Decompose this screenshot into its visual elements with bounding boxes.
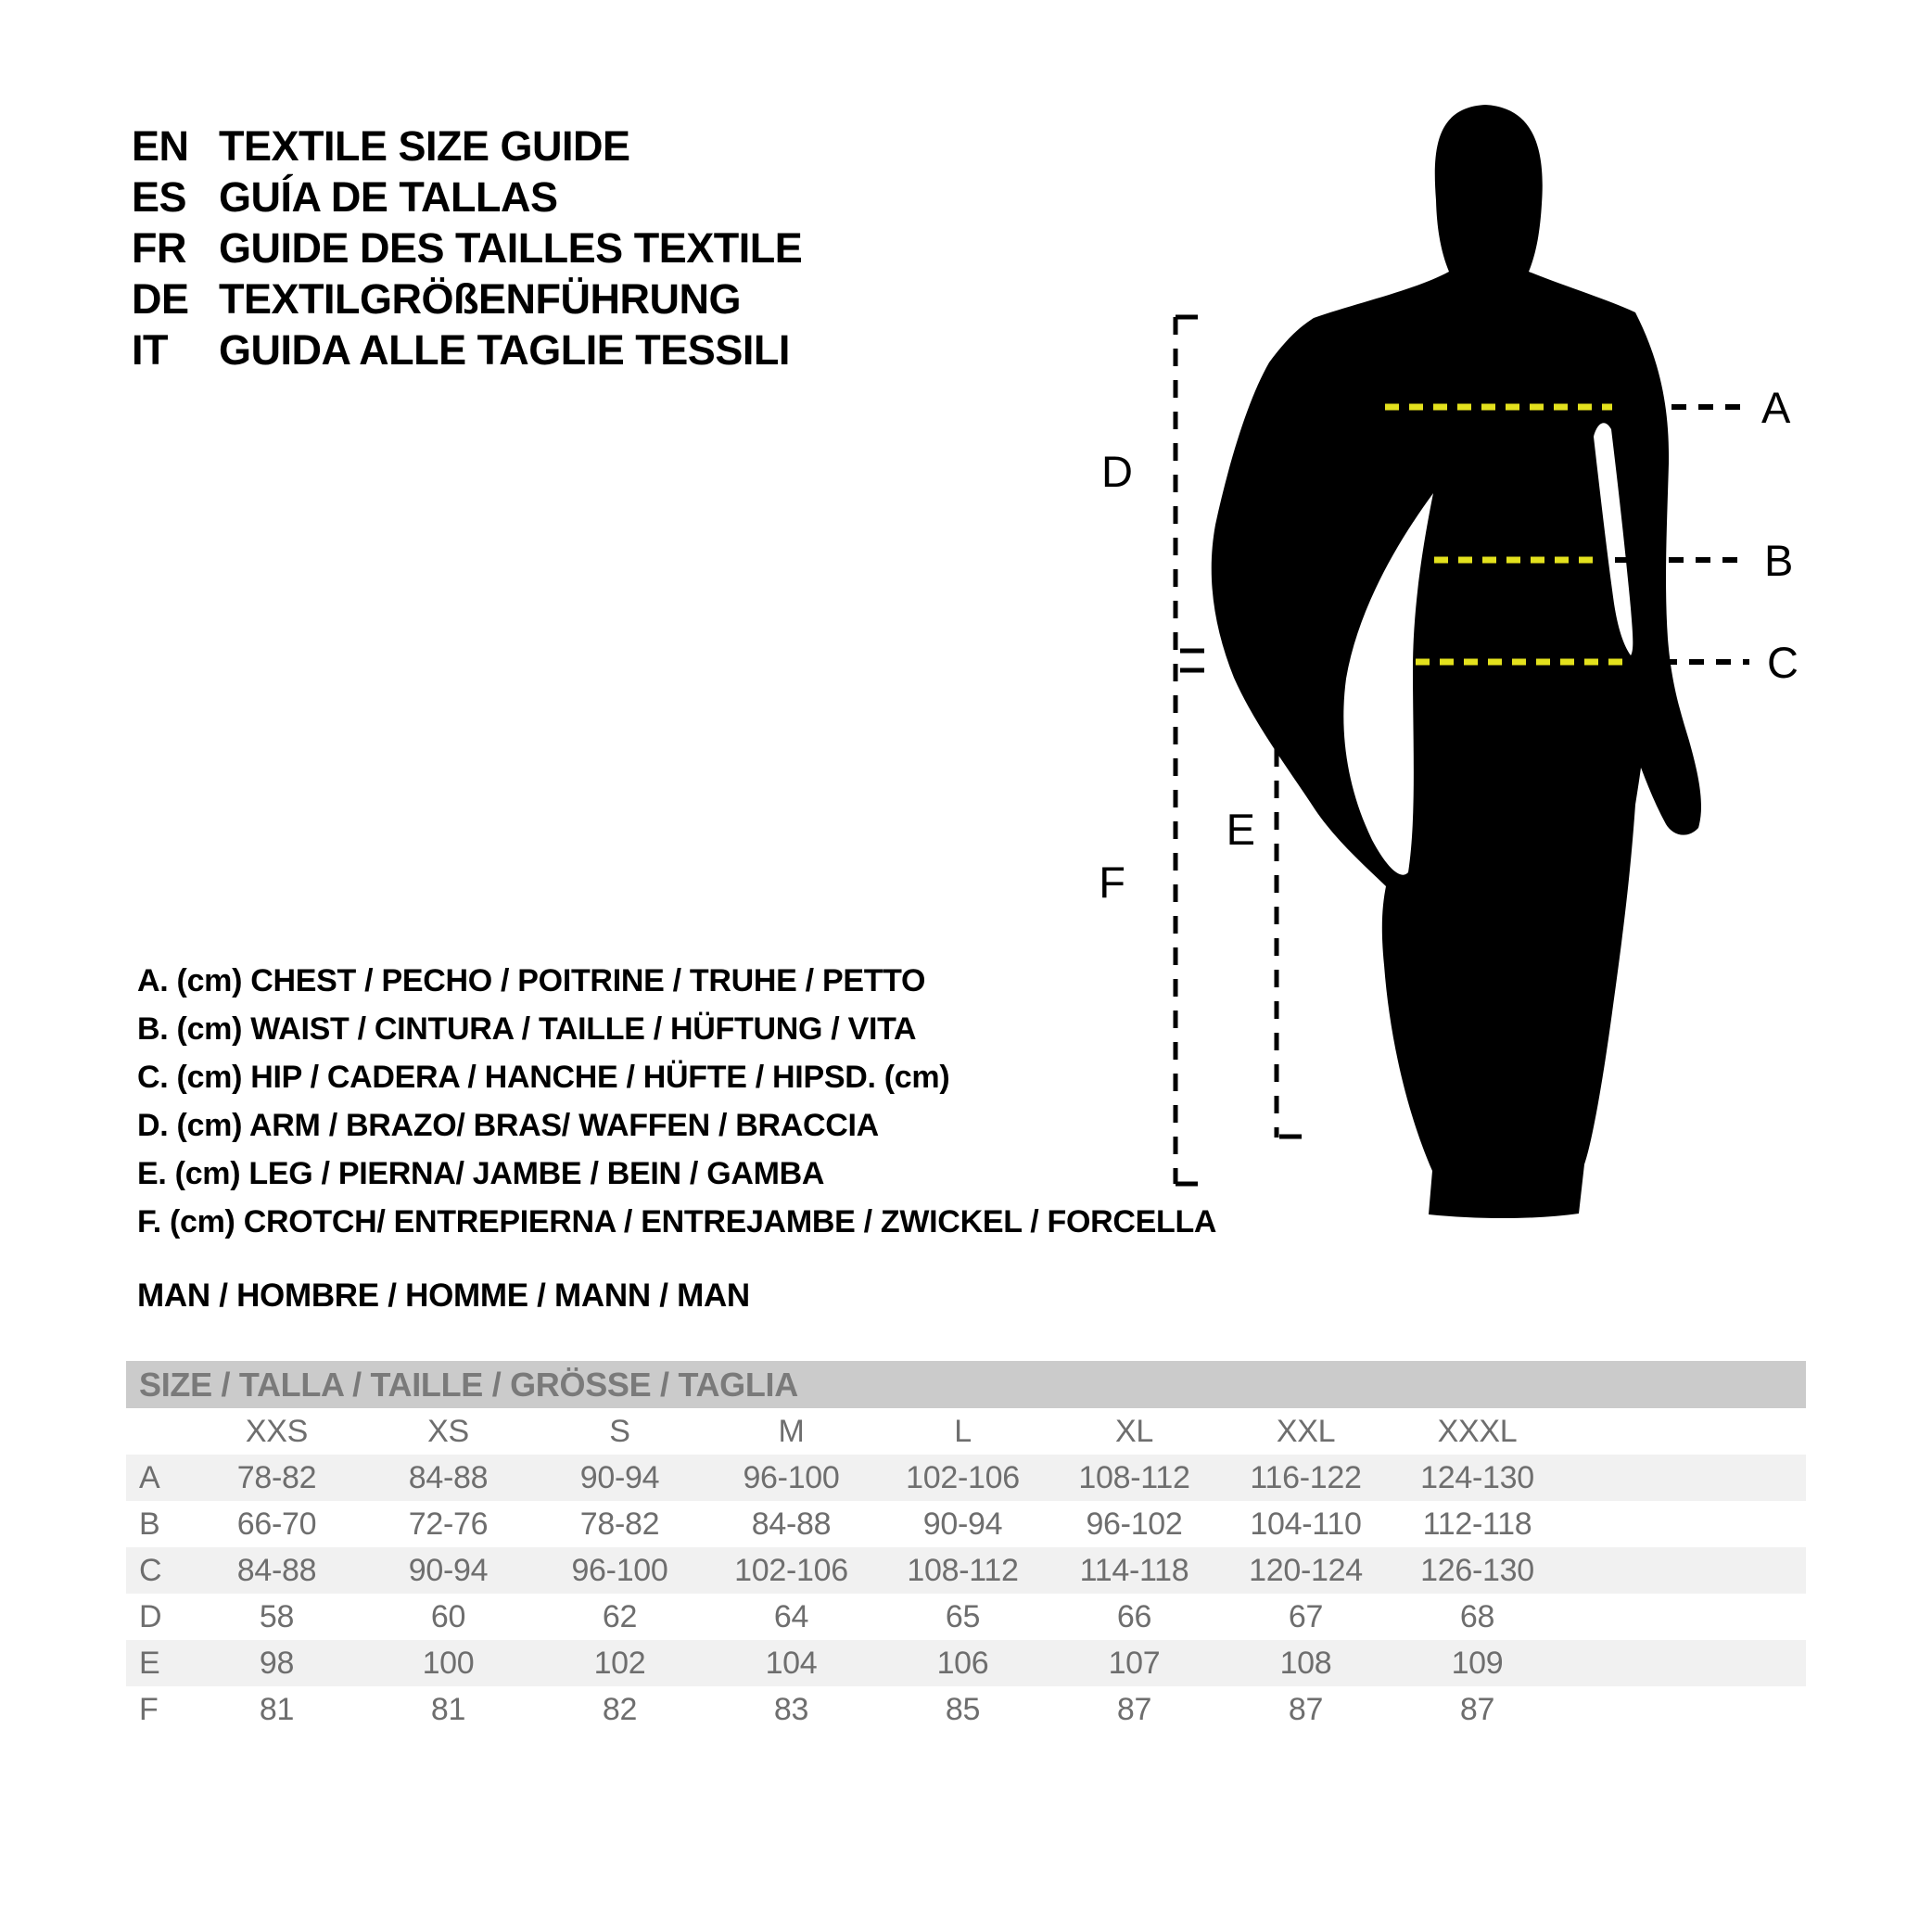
table-cell: 84-88 xyxy=(751,1506,832,1542)
table-cell: 87 xyxy=(1459,1691,1495,1727)
table-cell: 58 xyxy=(259,1598,295,1634)
diagram-label-leg: E xyxy=(1226,805,1255,854)
table-cell: 104 xyxy=(765,1645,818,1681)
category-title: MAN / HOMBRE / HOMME / MANN / MAN xyxy=(137,1277,750,1314)
language-title: TEXTILGRÖßENFÜHRUNG xyxy=(219,275,741,323)
filler-cell xyxy=(1563,1455,1806,1501)
filler-cell xyxy=(1563,1547,1806,1594)
row-label: A xyxy=(139,1459,160,1495)
measurement-legend xyxy=(137,957,1216,1246)
column-header: XXL xyxy=(1276,1413,1336,1449)
table-cell: 87 xyxy=(1288,1691,1324,1727)
table-cell: 100 xyxy=(422,1645,475,1681)
language-title: GUÍA DE TALLAS xyxy=(219,173,558,221)
table-cell: 90-94 xyxy=(922,1506,1003,1542)
language-title: TEXTILE SIZE GUIDE xyxy=(219,122,630,170)
table-cell: 120-124 xyxy=(1249,1552,1363,1588)
table-cell: 68 xyxy=(1459,1598,1495,1634)
diagram-label-crotch: F xyxy=(1099,858,1125,907)
table-cell: 64 xyxy=(773,1598,809,1634)
filler-cell xyxy=(1563,1594,1806,1640)
table-cell: 96-100 xyxy=(743,1459,840,1495)
table-cell: 78-82 xyxy=(236,1459,317,1495)
language-code: FR xyxy=(132,224,186,272)
column-header: XS xyxy=(427,1413,469,1449)
row-label: B xyxy=(139,1506,160,1542)
column-header: S xyxy=(609,1413,630,1449)
row-label: D xyxy=(139,1598,162,1634)
table-cell: 66-70 xyxy=(236,1506,317,1542)
table-cell: 104-110 xyxy=(1250,1506,1362,1542)
table-cell: 96-102 xyxy=(1086,1506,1183,1542)
table-cell: 67 xyxy=(1288,1598,1324,1634)
table-cell: 102-106 xyxy=(906,1459,1020,1495)
table-cell: 124-130 xyxy=(1420,1459,1534,1495)
table-cell: 84-88 xyxy=(408,1459,489,1495)
table-cell: 84-88 xyxy=(236,1552,317,1588)
table-cell: 114-118 xyxy=(1079,1552,1189,1588)
row-label: E xyxy=(139,1645,160,1681)
table-cell: 87 xyxy=(1116,1691,1152,1727)
table-cell: 102-106 xyxy=(734,1552,848,1588)
size-column-header-row xyxy=(126,1408,1806,1455)
column-header: L xyxy=(954,1413,972,1449)
table-row-hip xyxy=(126,1547,1806,1594)
legend-item-leg: E. (cm) LEG / PIERNA/ JAMBE / BEIN / GAMBA xyxy=(137,1156,825,1191)
table-cell: 83 xyxy=(773,1691,809,1727)
legend-item-arm: D. (cm) ARM / BRAZO/ BRAS/ WAFFEN / BRACCIA xyxy=(137,1108,879,1143)
table-cell: 108 xyxy=(1279,1645,1332,1681)
filler-cell xyxy=(1563,1686,1806,1733)
column-header: XL xyxy=(1115,1413,1153,1449)
size-table xyxy=(126,1408,1806,1733)
table-cell: 90-94 xyxy=(408,1552,489,1588)
table-cell: 90-94 xyxy=(579,1459,660,1495)
table-cell: 109 xyxy=(1451,1645,1504,1681)
column-header: XXXL xyxy=(1437,1413,1518,1449)
table-cell: 81 xyxy=(259,1691,295,1727)
table-header-title: SIZE / TALLA / TAILLE / GRÖSSE / TAGLIA xyxy=(139,1366,798,1404)
legend-item-crotch: F. (cm) CROTCH/ ENTREPIERNA / ENTREJAMBE / ZWICKEL / FORCELLA xyxy=(137,1204,1217,1239)
table-row-arm xyxy=(126,1594,1806,1640)
table-cell: 81 xyxy=(430,1691,466,1727)
table-row-chest xyxy=(126,1455,1806,1501)
language-code: EN xyxy=(132,122,189,170)
filler-cell xyxy=(1563,1501,1806,1547)
table-cell: 66 xyxy=(1116,1598,1152,1634)
table-cell: 82 xyxy=(602,1691,638,1727)
man-silhouette xyxy=(1212,105,1701,1218)
table-cell: 60 xyxy=(430,1598,466,1634)
table-cell: 65 xyxy=(945,1598,981,1634)
table-row-leg xyxy=(126,1640,1806,1686)
table-cell: 62 xyxy=(602,1598,638,1634)
table-cell: 106 xyxy=(936,1645,989,1681)
diagram-label-chest: A xyxy=(1761,383,1791,432)
legend-item-waist: B. (cm) WAIST / CINTURA / TAILLE / HÜFTUNG / VITA xyxy=(137,1011,917,1047)
language-code: IT xyxy=(132,326,168,374)
row-label: C xyxy=(139,1552,162,1588)
table-header-bar xyxy=(126,1361,1806,1408)
diagram-label-arm: D xyxy=(1101,447,1133,496)
diagram-label-hip: C xyxy=(1767,638,1799,687)
table-cell: 108-112 xyxy=(907,1552,1019,1588)
table-cell: 98 xyxy=(259,1645,295,1681)
table-cell: 107 xyxy=(1108,1645,1161,1681)
row-label: F xyxy=(139,1691,159,1727)
legend-item-hip: C. (cm) HIP / CADERA / HANCHE / HÜFTE / HIPSD. (cm) xyxy=(137,1060,950,1095)
table-cell: 108-112 xyxy=(1078,1459,1190,1495)
table-cell: 126-130 xyxy=(1420,1552,1534,1588)
table-cell: 72-76 xyxy=(408,1506,489,1542)
language-title: GUIDE DES TAILLES TEXTILE xyxy=(219,224,803,272)
table-row-crotch xyxy=(126,1686,1806,1733)
diagram-label-waist: B xyxy=(1764,536,1794,585)
table-cell: 78-82 xyxy=(579,1506,660,1542)
table-cell: 116-122 xyxy=(1250,1459,1362,1495)
table-cell: 112-118 xyxy=(1422,1506,1532,1542)
column-header: M xyxy=(778,1413,805,1449)
corner-cell xyxy=(126,1408,191,1455)
language-code: DE xyxy=(132,275,189,323)
language-title: GUIDA ALLE TAGLIE TESSILI xyxy=(219,326,790,374)
table-row-waist xyxy=(126,1501,1806,1547)
language-code: ES xyxy=(132,173,187,221)
table-cell: 96-100 xyxy=(571,1552,668,1588)
table-cell: 85 xyxy=(945,1691,981,1727)
column-header: XXS xyxy=(245,1413,309,1449)
filler-cell xyxy=(1563,1640,1806,1686)
legend-item-chest: A. (cm) CHEST / PECHO / POITRINE / TRUHE / PETTO xyxy=(137,963,926,998)
table-cell: 102 xyxy=(593,1645,646,1681)
filler-cell xyxy=(1563,1408,1806,1455)
